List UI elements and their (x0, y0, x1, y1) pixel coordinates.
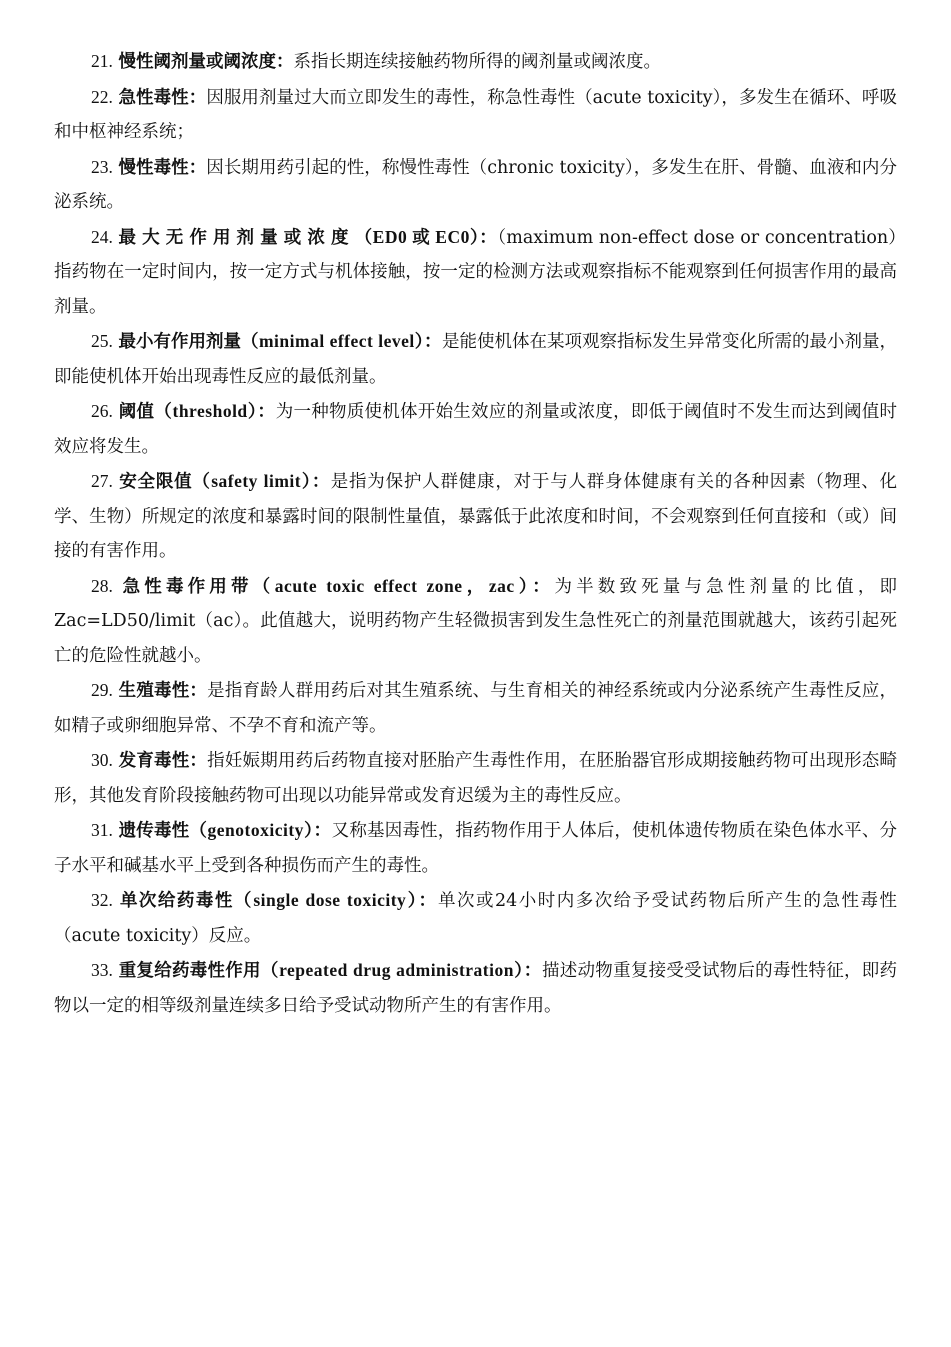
entry-number: 27. (91, 471, 113, 491)
entry-term: 急性毒作用带 (122, 576, 253, 597)
entry-21 (54, 44, 897, 80)
entry-body: 为一种物质使机体开始生效应的剂量或浓度，即低于阈值时不发生而达到阈值时效应将发生。 (54, 402, 897, 457)
entry-term: 单次给药毒性 (119, 891, 234, 911)
entry-24 (54, 220, 897, 325)
entry-number: 21. (91, 51, 113, 71)
entry-term-english: （repeated drug administration）： (260, 960, 543, 980)
entry-separator: ： (188, 87, 207, 108)
entry-27 (54, 464, 897, 569)
entry-term: 阈值 (118, 402, 155, 422)
entry-23 (54, 150, 897, 220)
entry-32 (54, 883, 897, 953)
entry-term: 急性毒性 (118, 87, 189, 108)
entry-31 (54, 813, 897, 883)
entry-separator: ： (275, 52, 294, 72)
entry-body: 指妊娠期用药后药物直接对胚胎产生毒性作用，在胚胎器官形成期接触药物可出现形态畸形，其他发育阶段接触药物可出现以功能异常或发育迟缓为主的毒性反应。 (54, 751, 898, 806)
entry-body: 是指为保护人群健康，对于与人群身体健康有关的各种因素（物理、化学、生物）所规定的浓度和暴露时间的限制性量值，暴露低于此浓度和时间，不会观察到任何直接和（或）间接的有害作用。 (54, 472, 897, 561)
entry-number: 33. (91, 960, 113, 980)
entry-number: 31. (91, 820, 113, 840)
entry-body: 描述动物重复接受受试物后的毒性特征，即药物以一定的相等级剂量连续多日给予受试动物所产生的有害作用。 (54, 961, 897, 1016)
entry-body: 为半数致死量与急性剂量的比值，即Zac=LD50/limit（ac）。此值越大，说明药物产生轻微损害到发生急性死亡的剂量范围就越大，该药引起死亡的危险性就越小。 (54, 576, 897, 666)
entry-term: 最大无作用剂量或浓度 (118, 227, 355, 248)
entry-term-english: （single dose toxicity）： (233, 890, 439, 910)
entry-number: 26. (91, 401, 113, 421)
entry-number: 29. (91, 680, 113, 700)
entry-term-english: （acute toxic effect zone，zac）： (252, 575, 555, 596)
entry-body: 因长期用药引起的性，称慢性毒性（chronic toxicity），多发生在肝、骨髓、血液和内分泌系统。 (54, 157, 897, 212)
entry-number: 25. (91, 331, 113, 351)
entry-body: 因服用剂量过大而立即发生的毒性，称急性毒性（acute toxicity），多发生在循环、呼吸和中枢神经系统； (54, 87, 897, 142)
entry-number: 23. (91, 156, 113, 177)
entry-number: 28. (91, 575, 113, 596)
entry-number: 22. (91, 86, 113, 107)
entry-22 (54, 80, 897, 150)
entry-term-english: （ED0 或 EC0）： (354, 226, 498, 247)
entry-28 (54, 569, 897, 674)
entry-body: 系指长期连续接触药物所得的阈剂量或阈浓度。 (293, 52, 661, 72)
entry-term: 重复给药毒性作用 (118, 961, 261, 981)
entry-body: 是指育龄人群用药后对其生殖系统、与生育相关的神经系统或内分泌系统产生毒性反应，如精子或卵细胞异常、不孕不育和流产等。 (54, 681, 898, 736)
document-page (54, 44, 897, 1023)
entry-term: 生殖毒性 (118, 681, 190, 701)
entry-33 (54, 953, 897, 1023)
entry-term: 发育毒性 (118, 751, 190, 771)
entry-term-english: （minimal effect level）： (240, 331, 442, 351)
entry-term: 最小有作用剂量 (118, 332, 241, 352)
entry-body: 是能使机体在某项观察指标发生异常变化所需的最小剂量，即能使机体开始出现毒性反应的最低剂量。 (54, 332, 898, 387)
entry-number: 24. (91, 226, 113, 247)
entry-term: 安全限值 (119, 472, 193, 492)
entry-separator: ： (189, 751, 208, 771)
entry-body: 又称基因毒性，指药物作用于人体后，使机体遗传物质在染色体水平、分子水平和碱基水平上受到各种损伤而产生的毒性。 (54, 821, 898, 876)
entry-26 (54, 394, 897, 464)
entry-term: 遗传毒性 (118, 821, 190, 841)
entry-term-english: （threshold）： (154, 401, 276, 421)
entry-25 (54, 324, 897, 394)
entry-number: 32. (91, 890, 113, 910)
entry-separator: ： (188, 157, 207, 178)
entry-separator: ： (189, 681, 208, 701)
entry-term-english: （genotoxicity）： (189, 820, 332, 840)
entry-29 (54, 673, 897, 743)
entry-30 (54, 743, 897, 813)
entry-body: 单次或24小时内多次给予受试药物后所产生的急性毒性（acute toxicity）反应。 (54, 891, 897, 946)
entry-term: 慢性阈剂量或阈浓度 (118, 52, 276, 72)
entry-body: （maximum non-effect dose or concentration）指药物在一定时间内，按一定方式与机体接触，按一定的检测方法或观察指标不能观察到任何损害作用的最高剂量。 (54, 227, 897, 317)
entry-term-english: （safety limit）： (192, 471, 331, 491)
entry-term: 慢性毒性 (118, 157, 189, 178)
entry-number: 30. (91, 750, 113, 770)
